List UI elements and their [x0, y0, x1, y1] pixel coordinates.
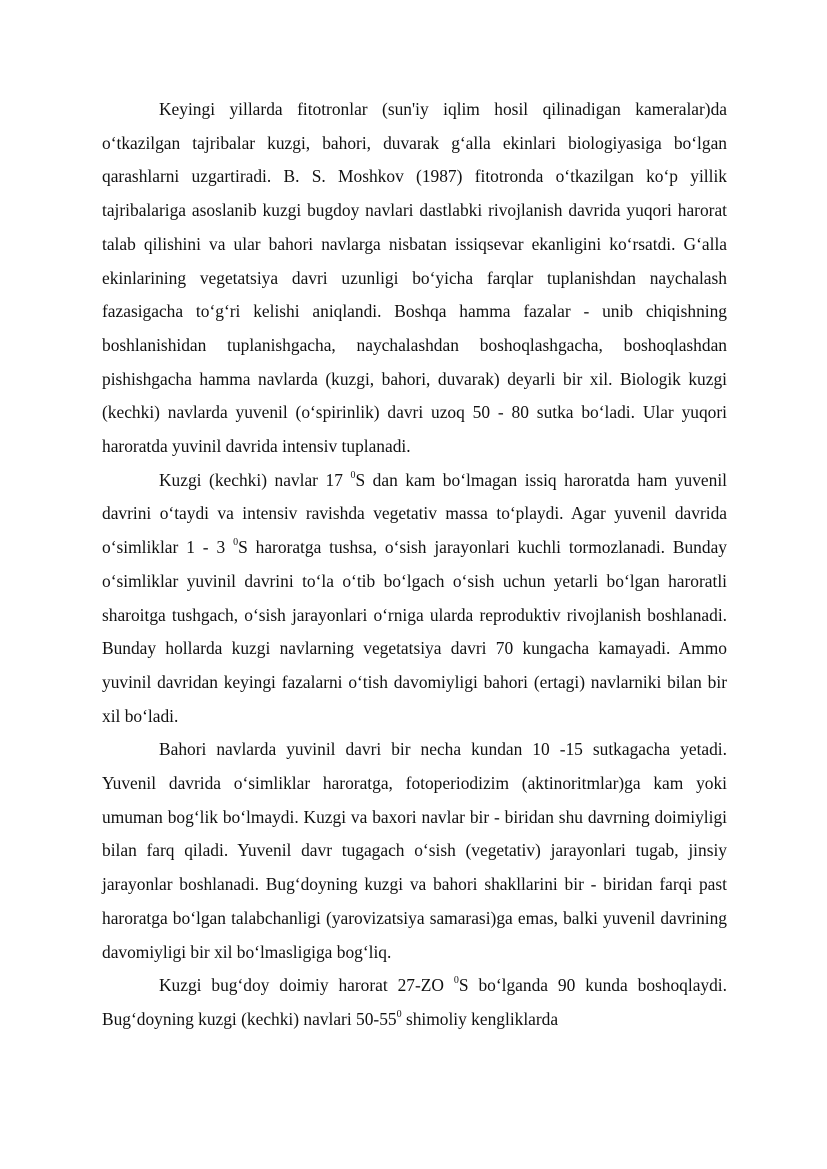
paragraph-text: Keyingi yillarda fitotronlar (sun'iy iqlim hosil qilinadigan kameralar)da o‘tkazilgan tajribalar kuzgi, bahori, duvarak g‘alla ekinlari biologiyasiga bo‘lgan qarashlarni uzgartiradi. B. S. Moshkov (1987) fitotronda o‘tkazilgan ko‘p yillik tajribalariga asoslanib kuzgi bugdoy navlari dastlabki rivojlanish davrida yuqori harorat talab qilishini va ular bahori navlarga nisbatan issiqsevar ekanligini ko‘rsatdi. G‘alla ekinlarining vegetatsiya davri uzunligi bo‘yicha farqlar tuplanishdan naychalash fazasigacha to‘g‘ri kelishi aniqlandi. Boshqa hamma fazalar - unib chiqishning boshlanishidan tuplanishgacha, naychalashdan boshoqlashgacha, boshoqlashdan pishishgacha hamma navlarda (kuzgi, bahori, duvarak) deyarli bir xil. Biologik kuzgi (kechki) navlarda yuvenil (o‘spirinlik) davri uzoq 50 - 80 sutka bo‘ladi. Ular yuqori haroratda yuvinil davrida intensiv tuplanadi.	[102, 99, 727, 457]
paragraph-winter-varieties	[102, 464, 727, 734]
paragraph-text: Bahori navlarda yuvinil davri bir necha kundan 10 -15 sutkagacha yetadi. Yuvenil davrida o‘simliklar haroratga, fotoperiodizim (aktinoritmlar)ga kam yoki umuman bog‘lik bo‘lmaydi. Kuzgi va baxori navlar bir - biridan shu davrning doimiyligi bilan farq qiladi. Yuvenil davr tugagach o‘sish (vegetativ) jarayonlari tugab, jinsiy jarayonlar boshlanadi. Bug‘doyning kuzgi va bahori shakllarini bir - biridan farqi past haroratga bo‘lgan talabchanligi (yarovizatsiya samarasi)ga emas, balki yuvenil davrining davomiyligi bir xil bo‘lmasligiga bog‘liq.	[102, 739, 727, 962]
degree-superscript: 0	[396, 1008, 402, 1020]
degree-superscript: 0	[233, 537, 239, 549]
paragraph-text: Kuzgi bug‘doy doimiy harorat 27-ZO	[159, 975, 454, 996]
paragraph-text: S dan kam bo‘lmagan issiq haroratda ham yuvenil davrini o‘taydi va intensiv ravishda vegetativ massa to‘playdi. Agar yuvenil davrida o‘simliklar 1 - 3	[102, 469, 727, 558]
paragraph-text: Kuzgi (kechki) navlar 17	[159, 469, 351, 490]
paragraph-text: S bo‘lganda 90 kunda boshoqlaydi. Bug‘doyning kuzgi (kechki) navlari 50-55	[102, 975, 727, 1029]
paragraph-constant-temperature	[102, 969, 727, 1036]
degree-superscript: 0	[350, 469, 356, 481]
paragraph-spring-varieties	[102, 733, 727, 969]
degree-superscript: 0	[453, 975, 459, 987]
document-page	[102, 93, 727, 1037]
paragraph-text: S haroratga tushsa, o‘sish jarayonlari kuchli tormozlanadi. Bunday o‘simliklar yuvinil davrini to‘la o‘tib bo‘lgach o‘sish uchun yetarli bo‘lgan haroratli sharoitga tushgach, o‘sish jarayonlari o‘rniga ularda reproduktiv rivojlanish boshlanadi. Bunday hollarda kuzgi navlarning vegetatsiya davri 70 kungacha kamayadi. Ammo yuvinil davridan keyingi fazalarni o‘tish davomiyligi bahori (ertagi) navlarniki bilan bir xil bo‘ladi.	[102, 537, 727, 726]
paragraph-text: shimoliy kengliklarda	[401, 1008, 559, 1029]
paragraph-fitotron-experiments	[102, 93, 727, 464]
